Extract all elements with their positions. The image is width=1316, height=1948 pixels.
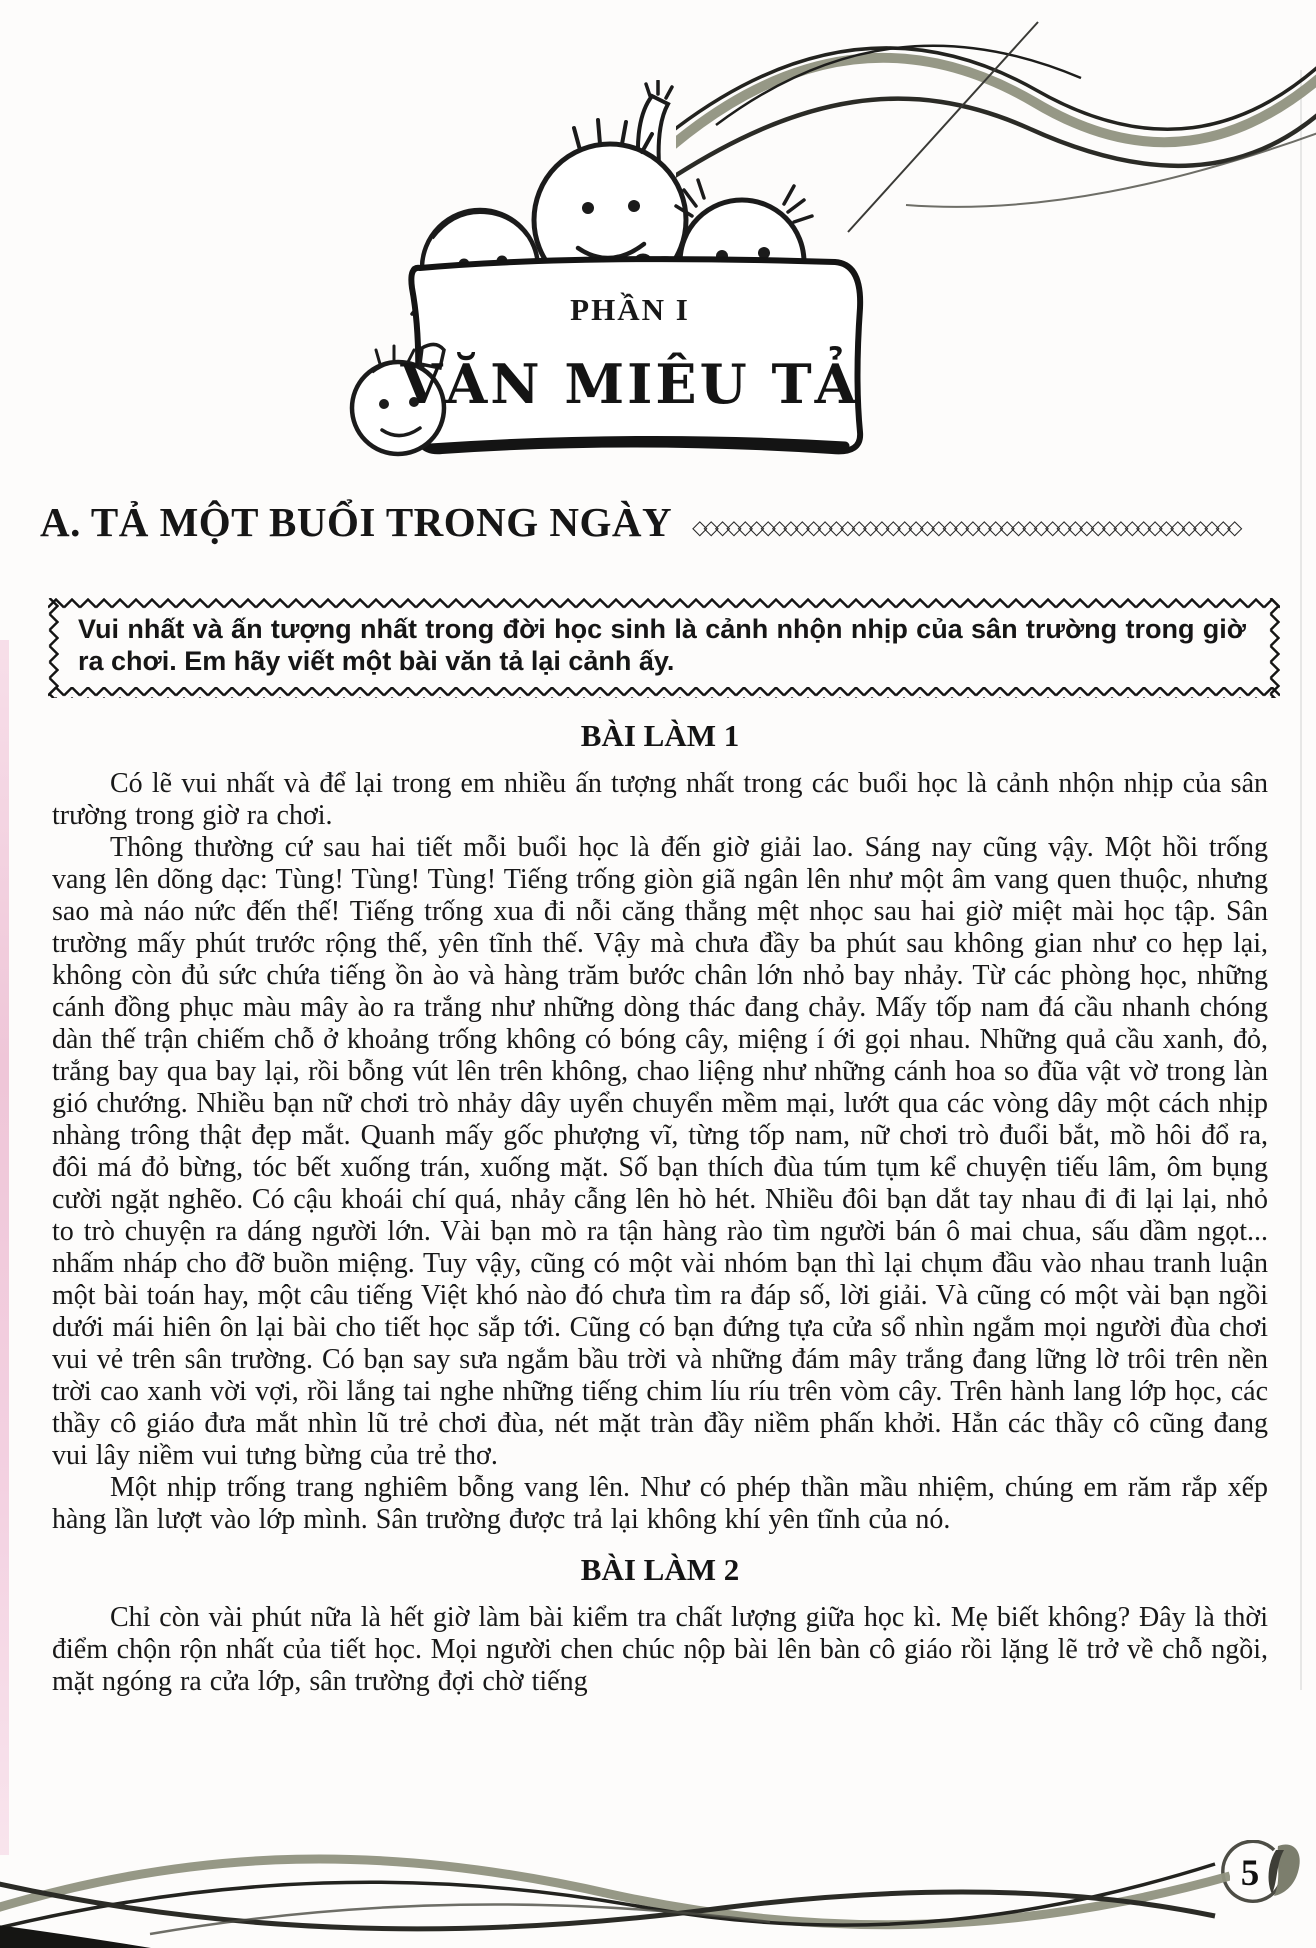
essay1-heading: BÀI LÀM 1 [580,718,740,753]
part-title: VĂN MIÊU TẢ [400,352,860,416]
essay2-heading: BÀI LÀM 2 [580,1552,740,1587]
essay1-paragraph: Một nhịp trống trang nghiêm bỗng vang lên. Như có phép thần mầu nhiệm, chúng em răm rắp xếp hàng lần lượt vào lớp mình. Sân trường được trả lại không khí yên tĩnh của nó. [52,1472,1268,1535]
scan-edge-strip [0,640,9,1855]
essay-content [52,712,1268,1698]
section-heading-row [40,498,1276,546]
bottom-waves-decoration [0,1838,1230,1948]
essay1-paragraph: Thông thường cứ sau hai tiết mỗi buổi học là đến giờ giải lao. Sáng nay cũng vậy. Một hồi trống vang lên dõng dạc: Tùng! Tùng! Tùng! Tiếng trống giòn giã ngân lên như một âm vang quen thuộc, nhưng sao mà náo nức đến thế! Tiếng trống xua đi nỗi căng thẳng mệt nhọc sau hai giờ miệt mài học tập. Sân trường mấy phút trước rộng thế, yên tĩnh thế. Vậy mà chưa đầy ba phút sau không gian như co hẹp lại, không còn đủ sức chứa tiếng ồn ào và hàng trăm bước chân lớn nhỏ bay nhảy. Từ các phòng học, những cánh đồng phục màu mây ào ra trắng như những dòng thác đang chảy. Mấy tốp nam đá cầu nhanh chóng dàn thế trận chiếm chỗ ở khoảng trống không có bóng cây, miệng í ới gọi nhau. Những quả cầu xanh, đỏ, trắng bay qua bay lại, rồi bỗng vút lên trên không, chao liệng như những cánh hoa so đũa vật vờ trong làn gió chướng. Nhiều bạn nữ chơi trò nhảy dây uyển chuyển mềm mại, lướt qua các vòng dây một cách nhịp nhàng trông thật đẹp mắt. Quanh mấy gốc phượng vĩ, từng tốp nam, nữ chơi trò đuổi bắt, mồ hôi đổ ra, đôi má đỏ bừng, tóc bết xuống trán, xuống mặt. Số bạn thích đùa túm tụm kể chuyện tiếu lâm, ôm bụng cười ngặt nghẽo. Có cậu khoái chí quá, nhảy cẫng lên hò hét. Nhiều đôi bạn dắt tay nhau đi đi lại lại, nhỏ to trò chuyện ra dáng người lớn. Vài bạn mò ra tận hàng rào tìm người bán ô mai chua, sấu dầm ngọt... nhấm nháp cho đỡ buồn miệng. Tuy vậy, cũng có một vài nhóm bạn thì lại chụm đầu vào nhau tranh luận một bài toán hay, một câu tiếng Việt khó nào đó chưa tìm ra đáp số, lời giải. Và cũng có một vài bạn ngồi dưới mái hiên ôn lại bài cho tiết học sắp tới. Cũng có bạn đứng tựa cửa sổ nhìn ngắm mọi người đùa chơi vui vẻ trên sân trường. Có bạn say sưa ngắm bầu trời và những đám mây trắng đang lững lờ trôi trên nền trời cao xanh vời vợi, rồi lắng tai nghe những tiếng chim líu ríu trên vòm cây. Trên hành lang lớp học, các thầy cô giáo đưa mắt nhìn lũ trẻ chơi đùa, nét mặt tràn đầy niềm phấn khởi. Hẳn các thầy cô cũng đang vui lây niềm vui tưng bừng của trẻ thơ. [52,832,1268,1471]
page-number: 5 [1240,1853,1260,1894]
part-label: PHẦN I [570,292,690,327]
page-number-badge [1218,1840,1314,1920]
essay1-paragraph: Có lẽ vui nhất và để lại trong em nhiều ấn tượng nhất trong các buổi học là cảnh nhộn nhịp của sân trường trong giờ ra chơi. [52,768,1268,831]
cartoon-children-illustration [280,80,880,475]
section-heading: A. TẢ MỘT BUỔI TRONG NGÀY [40,499,673,545]
diamond-chain-divider: ◇◇◇◇◇◇◇◇◇◇◇◇◇◇◇◇◇◇◇◇◇◇◇◇◇◇◇◇◇◇◇◇◇◇◇◇◇◇◇◇◇◇◇◇◇◇◇◇ [692,516,1239,539]
scan-edge-line [1300,70,1302,1690]
prompt-text: Vui nhất và ấn tượng nhất trong đời học sinh là cảnh nhộn nhịp của sân trường trong giờ ra chơi. Em hãy viết một bài văn tả lại cảnh ấy. [78,614,1246,676]
essay2-paragraph: Chỉ còn vài phút nữa là hết giờ làm bài kiểm tra chất lượng giữa học kì. Mẹ biết không? Đây là thời điểm chộn rộn nhất của tiết học. Mọi người chen chúc nộp bài lên bàn cô giáo rồi lặng lẽ trở về chỗ ngồi, mặt ngóng ra cửa lớp, sân trường đợi chờ tiếng [52,1602,1268,1697]
prompt-box [48,598,1280,698]
